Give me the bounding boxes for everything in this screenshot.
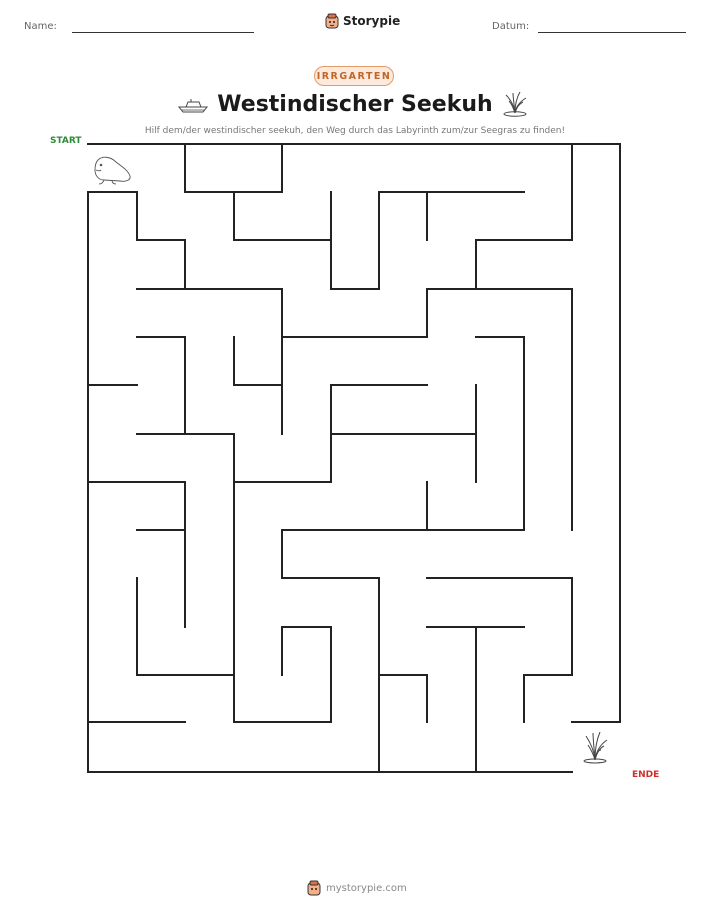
category-badge: IRRGARTEN	[314, 66, 394, 86]
footer-site: mystorypie.com	[326, 882, 407, 894]
date-label: Datum:	[492, 21, 530, 32]
brand-name: Storypie	[343, 14, 401, 28]
name-label: Name:	[24, 21, 57, 32]
page-title: Westindischer Seekuh	[217, 92, 493, 117]
end-label: ENDE	[632, 770, 660, 780]
manatee-icon	[95, 157, 130, 184]
instructions: Hilf dem/der westindischer seekuh, den Weg durch das Labyrinth zum/zur Seegras zu finden!	[144, 126, 566, 136]
seagrass-icon	[584, 732, 607, 763]
maze-walls	[88, 144, 620, 772]
start-label: START	[50, 136, 82, 146]
footer	[307, 880, 407, 896]
storypie-footer-icon	[307, 880, 321, 896]
